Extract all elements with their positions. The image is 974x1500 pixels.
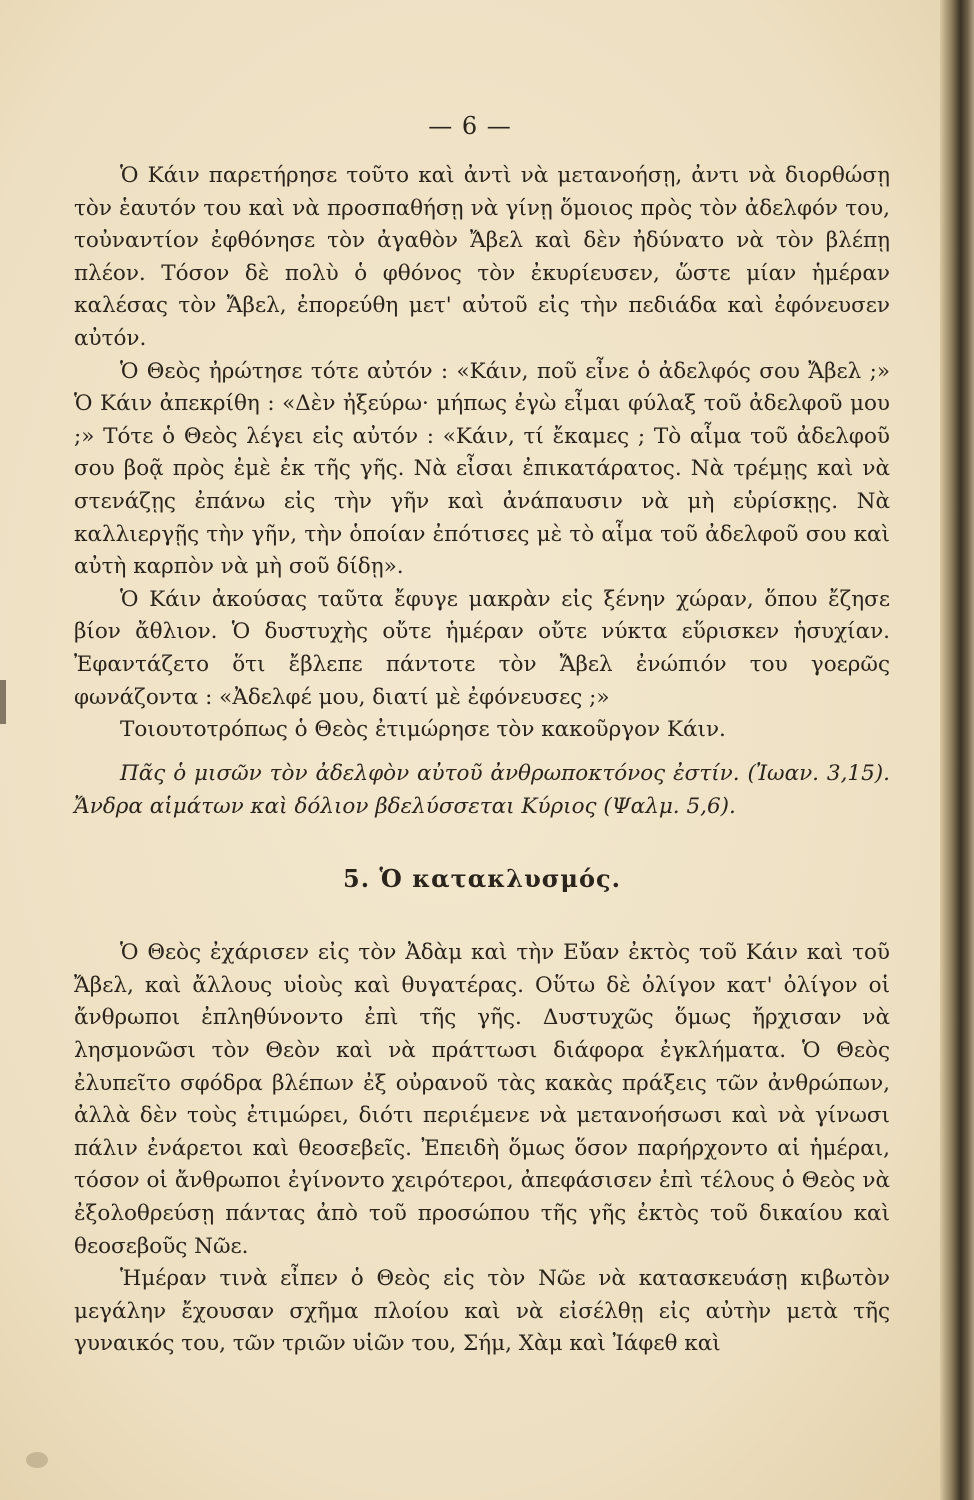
book-binding-edge <box>940 0 974 1500</box>
page-text <box>74 160 890 1361</box>
paragraph: Τοιουτοτρόπως ὁ Θεὸς ἐτιμώρησε τὸν κακοῦργον Κάιν. <box>120 717 726 743</box>
paragraph: Ὁ Θεὸς ἠρώτησε τότε αὐτόν : «Κάιν, ποῦ εἶνε ὁ ἀδελφός σου Ἄβελ ;» Ὁ Κάιν ἀπεκρίθη : «Δὲν ἠξεύρω· μήπως ἐγὼ εἶμαι φύλαξ τοῦ ἀδελφοῦ μου ;» Τότε ὁ Θεὸς λέγει εἰς αὐτόν : «Κάιν, τί ἔκαμες ; Τὸ αἷμα τοῦ ἀδελφοῦ σου βοᾷ πρὸς ἐμὲ ἐκ τῆς γῆς. Νὰ εἶσαι ἐπικατάρατος. Νὰ τρέμῃς καὶ νὰ στενάζῃς ἐπάνω εἰς τὴν γῆν καὶ ἀνάπαυσιν νὰ μὴ εὑρίσκῃς. Νὰ καλλιεργῇς τὴν γῆν, τὴν ὁποίαν ἐπότισες μὲ τὸ αἷμα τοῦ ἀδελφοῦ σου καὶ αὐτὴ καρπὸν νὰ μὴ σοῦ δίδῃ». <box>74 358 890 580</box>
paragraph: Ὁ Θεὸς ἐχάρισεν εἰς τὸν Ἀδὰμ καὶ τὴν Εὔαν ἐκτὸς τοῦ Κάιν καὶ τοῦ Ἄβελ, καὶ ἄλλους υἱοὺς καὶ θυγατέρας. Οὕτω δὲ ὀλίγον κατ' ὀλίγον οἱ ἄνθρωποι ἐπληθύνοντο ἐπὶ τῆς γῆς. Δυστυχῶς ὅμως ἤρχισαν νὰ λησμονῶσι τὸν Θεὸν καὶ νὰ πράττωσι διάφορα ἐγκλήματα. Ὁ Θεὸς ἐλυπεῖτο σφόδρα βλέπων ἐξ οὐρανοῦ τὰς κακὰς πράξεις τῶν ἀνθρώπων, ἀλλὰ δὲν τοὺς ἐτιμώρει, διότι περιέμενε νὰ μετανοήσωσι καὶ νὰ γίνωσι πάλιν ἐνάρετοι καὶ θεοσεβεῖς. Ἐπειδὴ ὅμως ὅσον παρήρχοντο αἱ ἡμέραι, τόσον οἱ ἄνθρωποι ἐγίνοντο χειρότεροι, ἀπεφάσισεν ἐπὶ τέλους ὁ Θεὸς νὰ ἐξολοθρεύσῃ πάντας ἀπὸ τοῦ προσώπου τῆς γῆς ἐκτὸς τοῦ δικαίου καὶ θεοσεβοῦς Νῶε. <box>74 940 890 1259</box>
scripture-quote: Πᾶς ὁ μισῶν τὸν ἀδελφὸν αὐτοῦ ἀνθρωποκτόνος ἐστίν. (Ἰωαν. 3,15). Ἄνδρα αἱμάτων καὶ δόλιον βδελύσσεται Κύριος (Ψαλμ. 5,6). <box>74 760 890 819</box>
paper-stain <box>26 1452 48 1468</box>
page-number: — 6 — <box>428 112 512 140</box>
paragraph: Ὁ Κάιν παρετήρησε τοῦτο καὶ ἀντὶ νὰ μετανοήσῃ, ἀντι νὰ διορθώσῃ τὸν ἑαυτόν του καὶ νὰ προσπαθήσῃ νὰ γίνῃ ὅμοιος πρὸς τὸν ἀδελφόν του, τοὐναντίον ἐφθόνησε τὸν ἀγαθὸν Ἄβελ καὶ δὲν ἠδύνατο νὰ τὸν βλέπῃ πλέον. Τόσον δὲ πολὺ ὁ φθόνος τὸν ἐκυρίευσεν, ὥστε μίαν ἡμέραν καλέσας τὸν Ἄβελ, ἐπορεύθη μετ' αὐτοῦ εἰς τὴν πεδιάδα καὶ ἐφόνευσεν αὐτόν. <box>74 163 890 351</box>
page-edge-mark <box>0 680 6 724</box>
section-body <box>74 937 890 1361</box>
section-title: 5. Ὁ κατακλυσμός. <box>343 863 621 893</box>
paragraph: Ἡμέραν τινὰ εἶπεν ὁ Θεὸς εἰς τὸν Νῶε νὰ κατασκευάσῃ κιβωτὸν μεγάλην ἔχουσαν σχῆμα πλοίου καὶ νὰ εἰσέλθῃ εἰς αὐτὴν μετὰ τῆς γυναικός του, τῶν τριῶν υἱῶν του, Σήμ, Χὰμ καὶ Ἰάφεθ καὶ <box>74 1266 890 1357</box>
paragraph: Ὁ Κάιν ἀκούσας ταῦτα ἔφυγε μακρὰν εἰς ξένην χώραν, ὅπου ἔζησε βίον ἄθλιον. Ὁ δυστυχὴς οὔτε ἡμέραν οὔτε νύκτα εὕρισκεν ἡσυχίαν. Ἐφαντάζετο ὅτι ἔβλεπε πάντοτε τὸν Ἄβελ ἐνώπιόν του γοερῶς φωνάζοντα : «Ἀδελφέ μου, διατί μὲ ἐφόνευσες ;» <box>74 586 890 710</box>
